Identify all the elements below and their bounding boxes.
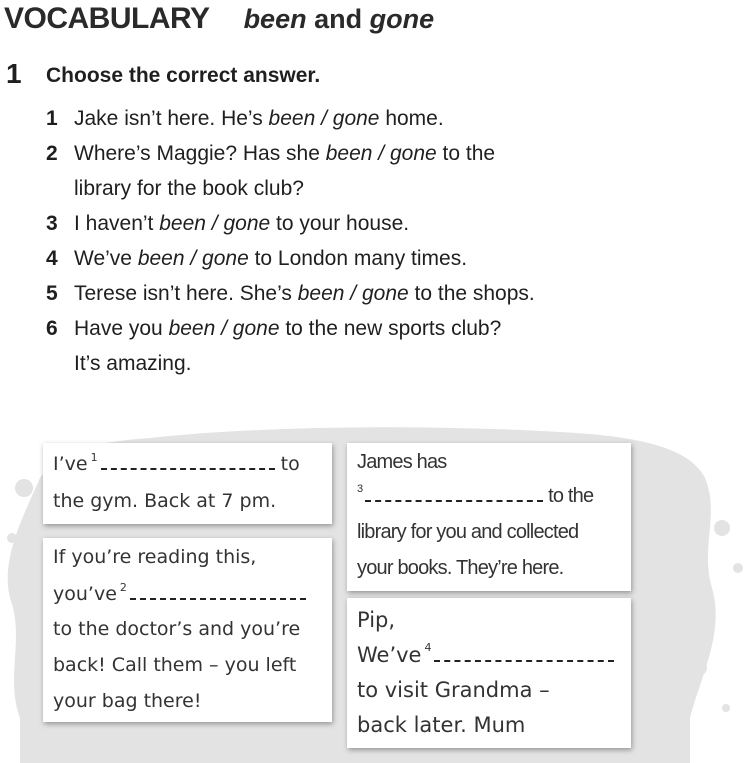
exercise-instruction: Choose the correct answer. xyxy=(46,64,321,87)
note-3 xyxy=(347,443,631,591)
subtitle-word-been: been xyxy=(243,4,307,34)
answer-gap-1[interactable] xyxy=(101,467,275,470)
exercise-number: 1 xyxy=(6,58,22,89)
note-3-text-post: to the xyxy=(548,485,594,507)
exercise-item-6-continuation: It’s amazing. xyxy=(74,352,192,375)
note-2-text-pre: you’ve xyxy=(53,583,117,605)
subtitle-word-gone: gone xyxy=(369,4,435,34)
item-text-post: to your house. xyxy=(270,212,410,235)
answer-gap-2[interactable] xyxy=(130,597,306,600)
exercise-item-1 xyxy=(46,101,444,136)
item-text-pre: I haven’t xyxy=(74,212,160,235)
page-title xyxy=(4,2,434,36)
exercise-item-2 xyxy=(46,136,495,171)
item-text-pre: Have you xyxy=(74,317,169,340)
note-1-text-post: to xyxy=(280,453,300,475)
item-number: 5 xyxy=(46,282,58,305)
exercise-item-4 xyxy=(46,241,467,276)
topic-subtitle xyxy=(244,4,435,34)
item-choice[interactable]: been / gone xyxy=(268,107,380,130)
item-number: 2 xyxy=(46,142,58,165)
note-2 xyxy=(43,538,332,722)
note-3-line-3: library for you and collected xyxy=(357,521,579,543)
item-choice[interactable]: been / gone xyxy=(159,212,271,235)
note-4-line-4: back later. Mum xyxy=(357,713,526,737)
item-text-pre: Jake isn’t here. He’s xyxy=(74,107,269,130)
exercise-item-3 xyxy=(46,206,409,241)
item-choice[interactable]: been / gone xyxy=(325,142,437,165)
exercise-item-2-continuation: library for the book club? xyxy=(74,177,304,200)
subtitle-and: and xyxy=(314,4,363,34)
item-number: 4 xyxy=(46,247,58,270)
answer-gap-3[interactable] xyxy=(365,499,543,502)
gap-number-1: 1 xyxy=(90,451,98,464)
item-text-pre: Where’s Maggie? Has she xyxy=(74,142,326,165)
note-3-line-4: your books. They’re here. xyxy=(357,557,564,579)
item-number: 6 xyxy=(46,317,58,340)
note-4-line-1: Pip, xyxy=(357,608,396,632)
item-choice[interactable]: been / gone xyxy=(137,247,249,270)
item-text-post: to the shops. xyxy=(408,282,535,305)
item-number: 1 xyxy=(46,107,58,130)
note-1-text-pre: I’ve xyxy=(53,453,88,475)
item-choice[interactable]: been / gone xyxy=(168,317,280,340)
item-text-post: to London many times. xyxy=(248,247,468,270)
item-text-post: to the new sports club? xyxy=(279,317,502,340)
note-3-line-1: James has xyxy=(357,451,447,473)
vocabulary-heading: VOCABULARY xyxy=(4,2,210,35)
note-2-line-3: to the doctor’s and you’re xyxy=(53,618,301,640)
item-choice[interactable]: been / gone xyxy=(297,282,409,305)
item-text-pre: We’ve xyxy=(74,247,138,270)
item-text-post: to the xyxy=(436,142,496,165)
gap-number-3: 3 xyxy=(357,483,363,495)
note-4-text-pre: We’ve xyxy=(357,643,422,667)
note-2-line-5: your bag there! xyxy=(53,690,202,712)
note-2-line-1: If you’re reading this, xyxy=(53,546,257,568)
exercise-item-5 xyxy=(46,276,535,311)
exercise-item-6 xyxy=(46,311,501,346)
note-2-line-4: back! Call them – you left xyxy=(53,654,297,676)
gap-number-2: 2 xyxy=(119,581,127,594)
item-text-pre: Terese isn’t here. She’s xyxy=(74,282,298,305)
gap-number-4: 4 xyxy=(424,641,432,654)
note-4 xyxy=(347,598,631,748)
item-number: 3 xyxy=(46,212,58,235)
answer-gap-4[interactable] xyxy=(434,659,614,662)
note-1-line-2: the gym. Back at 7 pm. xyxy=(53,490,277,512)
item-text-post: home. xyxy=(379,107,444,130)
note-1 xyxy=(43,443,332,524)
note-4-line-3: to visit Grandma – xyxy=(357,678,550,702)
